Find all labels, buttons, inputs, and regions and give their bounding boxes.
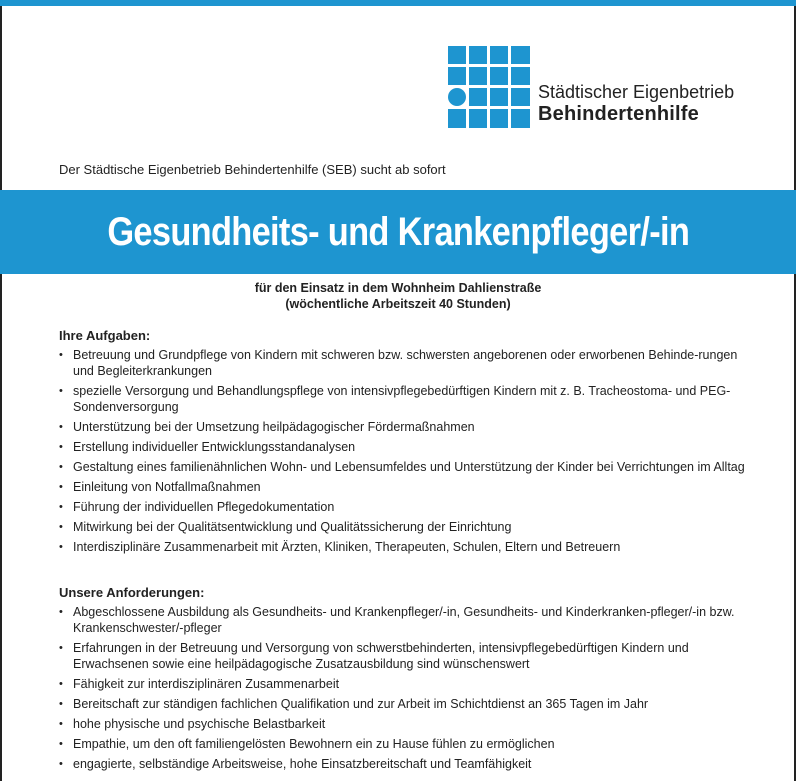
list-item: • engagierte, selbständige Arbeitsweise, hohe Einsatzbereitschaft und Teamfähigkeit [59, 756, 749, 772]
tasks-list [59, 347, 749, 555]
list-item: • Unterstützung bei der Umsetzung heilpädagogischer Fördermaßnahmen [59, 419, 749, 435]
list-item: • Betreuung und Grundpflege von Kindern mit schweren bzw. schwersten angeborenen oder erworbenen Behinde-rungen und Begleiterkrankungen [59, 347, 749, 379]
list-item: • Erfahrungen in der Betreuung und Versorgung von schwerstbehinderten, intensivpflegebedürftigen Kindern und Erwachsenen sowie eine heilpädagogische Zusatzausbildung sind wünschenswert [59, 640, 749, 672]
list-item: • Einleitung von Notfallmaßnahmen [59, 479, 749, 495]
org-name-line1: Städtischer Eigenbetrieb [538, 82, 735, 102]
org-name [538, 82, 734, 126]
top-accent-bar [0, 0, 796, 6]
list-item: • Empathie, um den oft familiengelösten Bewohnern ein zu Hause fühlen zu ermöglichen [59, 736, 749, 752]
job-title: Gesundheits- und Krankenpfleger/-in [107, 209, 689, 254]
list-item: • Erstellung individueller Entwicklungsstandanalysen [59, 439, 749, 455]
list-item: • Gestaltung eines familienähnlichen Wohn- und Lebensumfeldes und Unterstützung der Kinder bei Verrichtungen im Alltag [59, 459, 749, 475]
intro-text: Der Städtische Eigenbetrieb Behindertenhilfe (SEB) sucht ab sofort [59, 162, 446, 177]
org-grid-logo-icon [448, 46, 530, 128]
requirements-heading: Unsere Anforderungen: [59, 585, 205, 600]
subtitle-hours: (wöchentliche Arbeitszeit 40 Stunden) [285, 297, 511, 311]
requirements-section [59, 584, 749, 776]
requirements-list [59, 604, 749, 772]
job-subtitle [0, 280, 796, 312]
list-item: • spezielle Versorgung und Behandlungspflege von intensivpflegebedürftigen Kindern mit z. B. Tracheostoma- und PEG-Sondenversorgung [59, 383, 749, 415]
tasks-heading: Ihre Aufgaben: [59, 328, 151, 343]
list-item: • Führung der individuellen Pflegedokumentation [59, 499, 749, 515]
list-item: • Interdisziplinäre Zusammenarbeit mit Ärzten, Kliniken, Therapeuten, Schulen, Eltern und Betreuern [59, 539, 749, 555]
list-item: • hohe physische und psychische Belastbarkeit [59, 716, 749, 732]
list-item: • Fähigkeit zur interdisziplinären Zusammenarbeit [59, 676, 749, 692]
list-item: • Mitwirkung bei der Qualitätsentwicklung und Qualitätssicherung der Einrichtung [59, 519, 749, 535]
list-item: • Abgeschlossene Ausbildung als Gesundheits- und Krankenpfleger/-in, Gesundheits- und Kinderkranken-pfleger/-in bzw. Krankenschwester/-pfleger [59, 604, 749, 636]
tasks-section [59, 327, 749, 559]
list-item: • Bereitschaft zur ständigen fachlichen Qualifikation und zur Arbeit im Schichtdienst an 365 Tagen im Jahr [59, 696, 749, 712]
subtitle-location: für den Einsatz in dem Wohnheim Dahlienstraße [254, 281, 542, 295]
job-title-banner [0, 190, 796, 274]
left-border [0, 6, 2, 781]
org-logo [448, 46, 748, 128]
org-name-line2: Behindertenhilfe [538, 103, 699, 125]
